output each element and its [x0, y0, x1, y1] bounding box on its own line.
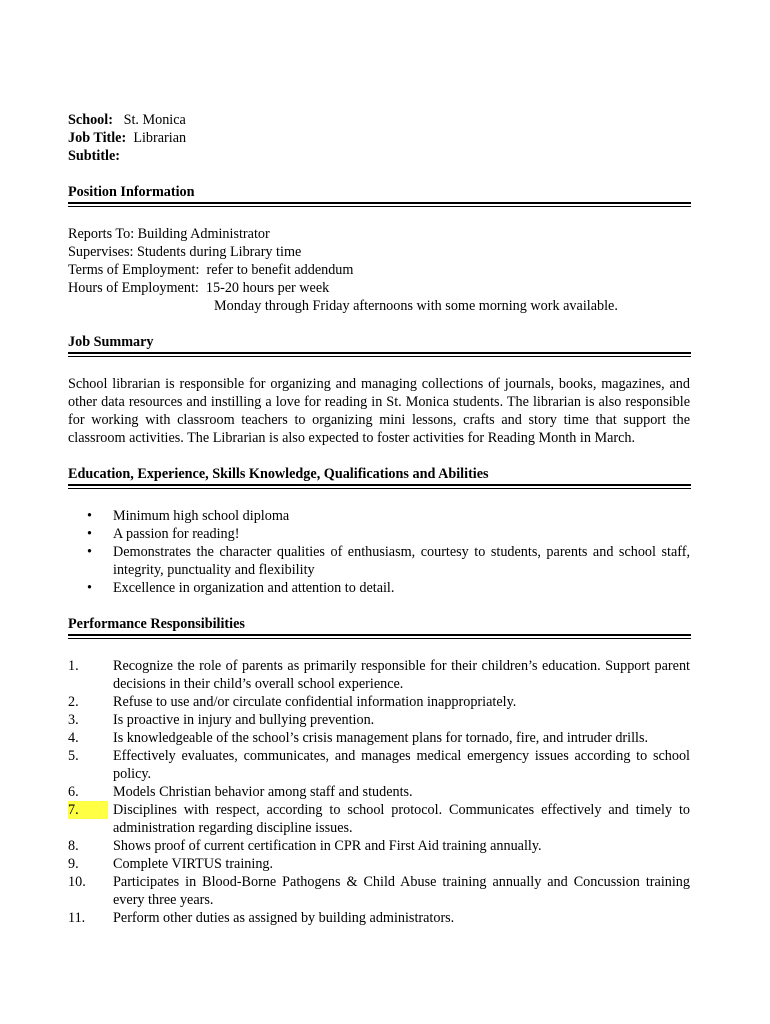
bullet-icon: • [87, 508, 92, 524]
list-item [68, 711, 690, 729]
hours-value: 15-20 hours per week [205, 280, 330, 296]
job-title-label: Job Title: [68, 130, 127, 146]
item-number-highlighted: 7. [68, 801, 108, 819]
list-item-text: Minimum high school diploma [113, 508, 290, 524]
responsibilities-list [68, 657, 693, 927]
list-item [68, 873, 690, 909]
hours-row [68, 279, 693, 297]
list-item [68, 855, 690, 873]
reports-to: Reports To: Building Administrator [68, 226, 270, 242]
list-item [68, 909, 690, 927]
bullet-icon: • [87, 580, 92, 596]
job-title-value: Librarian [133, 130, 187, 146]
school-value: St. Monica [123, 112, 186, 128]
document-header [68, 111, 693, 165]
list-item-text: Demonstrates the character qualities of enthusiasm, courtesy to students, parents and school staff, integrity, punctuality and flexibility [113, 544, 690, 578]
section-divider [68, 352, 691, 357]
list-item-text: Shows proof of current certification in CPR and First Aid training annually. [113, 838, 542, 854]
list-item [68, 507, 690, 525]
item-number: 2. [68, 694, 79, 710]
job-title-line [68, 129, 693, 147]
list-item-text: Models Christian behavior among staff and students. [113, 784, 413, 800]
list-item [68, 525, 690, 543]
document-page [68, 111, 693, 927]
list-item-text: Effectively evaluates, communicates, and manages medical emergency issues according to school policy. [113, 748, 690, 782]
responsibilities-block [68, 657, 693, 927]
list-item [68, 801, 690, 837]
list-item [68, 729, 690, 747]
item-number: 1. [68, 658, 79, 674]
qualifications-block [68, 507, 693, 597]
list-item [68, 579, 690, 597]
list-item [68, 657, 690, 693]
list-item [68, 747, 690, 783]
hours-detail: Monday through Friday afternoons with some morning work available. [214, 298, 618, 314]
summary-heading: Job Summary [68, 334, 154, 350]
qualifications-list [68, 507, 693, 597]
terms-value: refer to benefit addendum [206, 262, 354, 278]
item-number: 6. [68, 784, 79, 800]
item-number: 11. [68, 910, 86, 926]
list-item-text: A passion for reading! [113, 526, 240, 542]
list-item-text: Perform other duties as assigned by building administrators. [113, 910, 455, 926]
item-number: 9. [68, 856, 79, 872]
bullet-icon: • [87, 526, 92, 542]
section-divider [68, 202, 691, 207]
item-number: 10. [68, 874, 86, 890]
list-item-text: Recognize the role of parents as primarily responsible for their children’s education. Support parent decisions in their child’s overall school experience. [113, 658, 690, 692]
terms-label: Terms of Employment: [68, 262, 200, 278]
subtitle-line [68, 147, 693, 165]
list-item-text: Is knowledgeable of the school’s crisis management plans for tornado, fire, and intruder drills. [113, 730, 649, 746]
position-details [68, 225, 693, 315]
summary-block [68, 375, 693, 447]
list-item [68, 693, 690, 711]
school-label: School: [68, 112, 113, 128]
bullet-icon: • [87, 544, 92, 560]
list-item-text: Complete VIRTUS training. [113, 856, 274, 872]
subtitle-label: Subtitle: [68, 148, 121, 164]
list-item [68, 837, 690, 855]
school-line [68, 111, 693, 129]
supervises: Supervises: Students during Library time [68, 244, 302, 260]
list-item [68, 783, 690, 801]
item-number: 5. [68, 748, 79, 764]
hours-label: Hours of Employment: [68, 280, 199, 296]
list-item-text: Is proactive in injury and bullying prevention. [113, 712, 375, 728]
qualifications-heading: Education, Experience, Skills Knowledge, Qualifications and Abilities [68, 466, 489, 482]
item-number: 3. [68, 712, 79, 728]
item-number: 4. [68, 730, 79, 746]
item-number: 8. [68, 838, 79, 854]
list-item-text: Participates in Blood-Borne Pathogens & Child Abuse training annually and Concussion training every three years. [113, 874, 690, 908]
list-item [68, 543, 690, 579]
position-heading: Position Information [68, 184, 195, 200]
summary-text: School librarian is responsible for organizing and managing collections of journals, books, magazines, and other data resources and instilling a love for reading in St. Monica students. The librarian is also responsible for working with classroom teachers to organizing mini lessons, crafts and story time that support the classroom activities. The Librarian is also expected to foster activities for Reading Month in March. [68, 376, 690, 446]
list-item-text: Excellence in organization and attention to detail. [113, 580, 395, 596]
terms-row [68, 261, 693, 279]
responsibilities-heading: Performance Responsibilities [68, 616, 245, 632]
section-divider [68, 634, 691, 639]
list-item-text: Refuse to use and/or circulate confidential information inappropriately. [113, 694, 517, 710]
section-divider [68, 484, 691, 489]
list-item-text: Disciplines with respect, according to school protocol. Communicates effectively and timely to administration regarding discipline issues. [113, 802, 690, 836]
